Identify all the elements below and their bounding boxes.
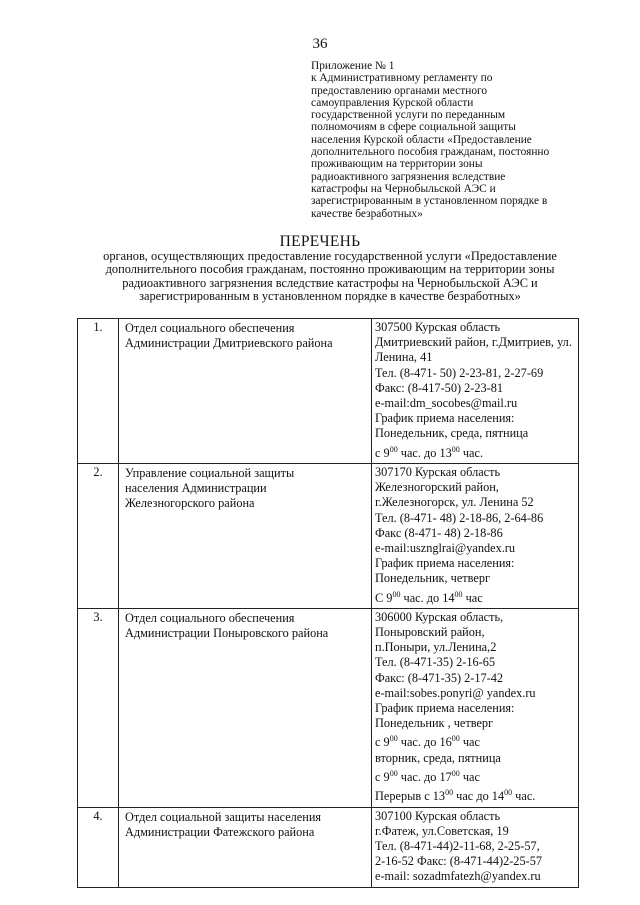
hours-line: вторник, среда, пятница bbox=[375, 750, 501, 765]
hours-minutes: 00 bbox=[392, 589, 401, 599]
appendix-line: самоуправления Курской области bbox=[311, 96, 474, 109]
office-name-line: Администрации Фатежского района bbox=[125, 824, 315, 839]
table-row bbox=[78, 807, 579, 887]
subtitle-line: зарегистрированным в установленном порядке в качестве безработных» bbox=[139, 288, 521, 303]
hours-line: с $9^{00}$ час. до $16^{00}$ час bbox=[375, 734, 480, 750]
appendix-line: предоставлению органами местного bbox=[311, 84, 488, 97]
contact-line: Понедельник , четверг bbox=[375, 716, 494, 731]
subtitle-line: радиоактивного загрязнения вследствие катастрофы на Чернобыльской АЭС и bbox=[122, 275, 538, 290]
contact-line: График приема населения: bbox=[375, 411, 515, 426]
appendix-line: катастрофы на Чернобыльской АЭС и bbox=[311, 182, 496, 195]
hours-minutes: 00 bbox=[451, 768, 460, 778]
contact-line: e-mail: sozadmfatezh@yandex.ru bbox=[375, 869, 541, 884]
contact-line: График приема населения: bbox=[375, 701, 515, 716]
appendix-block bbox=[311, 60, 556, 220]
row-number: 2. bbox=[78, 463, 119, 608]
office-contacts bbox=[372, 319, 579, 464]
contact-line: e-mail:sobes.ponyri@ yandex.ru bbox=[375, 685, 536, 700]
office-name-line: Управление социальной защиты bbox=[125, 465, 295, 480]
contact-line: 306000 Курская область, bbox=[375, 609, 504, 624]
contact-line: Ленина, 41 bbox=[375, 350, 433, 365]
contact-line: Дмитриевский район, г.Дмитриев, ул. bbox=[375, 335, 572, 350]
hours-minutes: 00 bbox=[389, 768, 398, 778]
appendix-line: проживающим на территории зоны bbox=[311, 158, 483, 171]
contact-line: Тел. (8-471- 48) 2-18-86, 2-64-86 bbox=[375, 510, 544, 525]
office-name-line: Отдел социального обеспечения bbox=[125, 321, 295, 335]
contact-line: Тел. (8-471- 50) 2-23-81, 2-27-69 bbox=[375, 365, 544, 380]
contact-line: 307100 Курская область bbox=[375, 808, 501, 823]
contact-line: п.Поныри, ул.Ленина,2 bbox=[375, 640, 497, 655]
contact-line: e-mail:usznglrai@yandex.ru bbox=[375, 540, 516, 555]
office-name-line: Железногорского района bbox=[125, 496, 255, 511]
row-number: 3. bbox=[78, 608, 119, 807]
appendix-line: полномочиям в сфере социальной защиты bbox=[311, 121, 516, 134]
hours-minutes: 00 bbox=[504, 788, 513, 798]
office-name bbox=[119, 807, 372, 887]
appendix-line: качестве безработных» bbox=[311, 207, 423, 220]
contact-line: Факс: (8-417-50) 2-23-81 bbox=[375, 380, 504, 395]
hours-minutes: 00 bbox=[389, 734, 398, 744]
office-contacts bbox=[372, 608, 579, 807]
hours-line: С $9^{00}$ час. до $14^{00}$ час bbox=[375, 589, 483, 605]
contact-line: г.Фатеж, ул.Советская, 19 bbox=[375, 823, 509, 838]
document-subtitle bbox=[70, 250, 590, 303]
office-name-line: Администрации Поныровского района bbox=[125, 626, 329, 641]
offices-table-body bbox=[78, 319, 579, 888]
contact-line: Тел. (8-471-44)2-11-68, 2-25-57, bbox=[375, 838, 540, 853]
table-row bbox=[78, 319, 579, 464]
office-name bbox=[119, 463, 372, 608]
contact-line: Тел. (8-471-35) 2-16-65 bbox=[375, 655, 496, 670]
contact-line: e-mail:dm_socobes@mail.ru bbox=[375, 396, 518, 411]
appendix-line: радиоактивного загрязнения вследствие bbox=[311, 170, 506, 183]
contact-line: Железногорский район, bbox=[375, 480, 499, 495]
document-title: ПЕРЕЧЕНЬ bbox=[279, 233, 361, 250]
row-number: 4. bbox=[78, 807, 119, 887]
offices-table bbox=[77, 318, 579, 888]
contact-line: 307500 Курская область bbox=[375, 320, 501, 334]
hours-line: с $9^{00}$ час. до $17^{00}$ час bbox=[375, 768, 480, 785]
appendix-line: зарегистрированным в установленном порядке в bbox=[311, 195, 548, 208]
office-name-line: населения Администрации bbox=[125, 481, 267, 496]
office-name-line: Отдел социального обеспечения bbox=[125, 610, 295, 625]
office-name-line: Администрации Дмитриевского района bbox=[125, 336, 333, 351]
hours-line: Перерыв с $13^{00}$ час до $14^{00}$ час. bbox=[375, 788, 536, 804]
office-name bbox=[119, 319, 372, 464]
row-number: 1. bbox=[78, 319, 119, 464]
appendix-line: дополнительного пособия гражданам, постоянно bbox=[311, 146, 550, 159]
hours-minutes: 00 bbox=[451, 734, 460, 744]
hours-line: с $9^{00}$ час. до $13^{00}$ час. bbox=[375, 444, 484, 460]
hours-minutes: 00 bbox=[451, 444, 460, 454]
contact-line: Факс: (8-471-35) 2-17-42 bbox=[375, 670, 504, 685]
contact-line: Факс (8-471- 48) 2-18-86 bbox=[375, 525, 503, 540]
contact-line: Поныровский район, bbox=[375, 625, 485, 640]
appendix-line: государственной услуги по переданным bbox=[311, 109, 506, 122]
table-row bbox=[78, 463, 579, 608]
contact-line: Понедельник, среда, пятница bbox=[375, 426, 529, 441]
page-number: 36 bbox=[312, 36, 328, 52]
office-contacts bbox=[372, 807, 579, 887]
contact-line: Понедельник, четверг bbox=[375, 571, 491, 586]
appendix-line: к Административному регламенту по bbox=[311, 72, 493, 85]
contact-line: г.Железногорск, ул. Ленина 52 bbox=[375, 495, 534, 510]
appendix-line: Приложение № 1 bbox=[311, 60, 395, 72]
office-name-line: Отдел социальной защиты населения bbox=[125, 809, 322, 824]
contact-line: График приема населения: bbox=[375, 556, 515, 571]
hours-minutes: 00 bbox=[445, 788, 454, 798]
office-name bbox=[119, 608, 372, 807]
appendix-line: населения Курской области «Предоставление bbox=[311, 133, 532, 146]
office-contacts bbox=[372, 463, 579, 608]
contact-line: 2-16-52 Факс: (8-471-44)2-25-57 bbox=[375, 854, 542, 869]
hours-minutes: 00 bbox=[454, 589, 463, 599]
subtitle-line: органов, осуществляющих предоставление государственной услуги «Предоставление bbox=[103, 249, 557, 263]
contact-line: 307170 Курская область bbox=[375, 464, 501, 479]
subtitle-line: дополнительного пособия гражданам, постоянно проживающим на территории зоны bbox=[105, 262, 555, 277]
hours-minutes: 00 bbox=[389, 444, 398, 454]
table-row bbox=[78, 608, 579, 807]
